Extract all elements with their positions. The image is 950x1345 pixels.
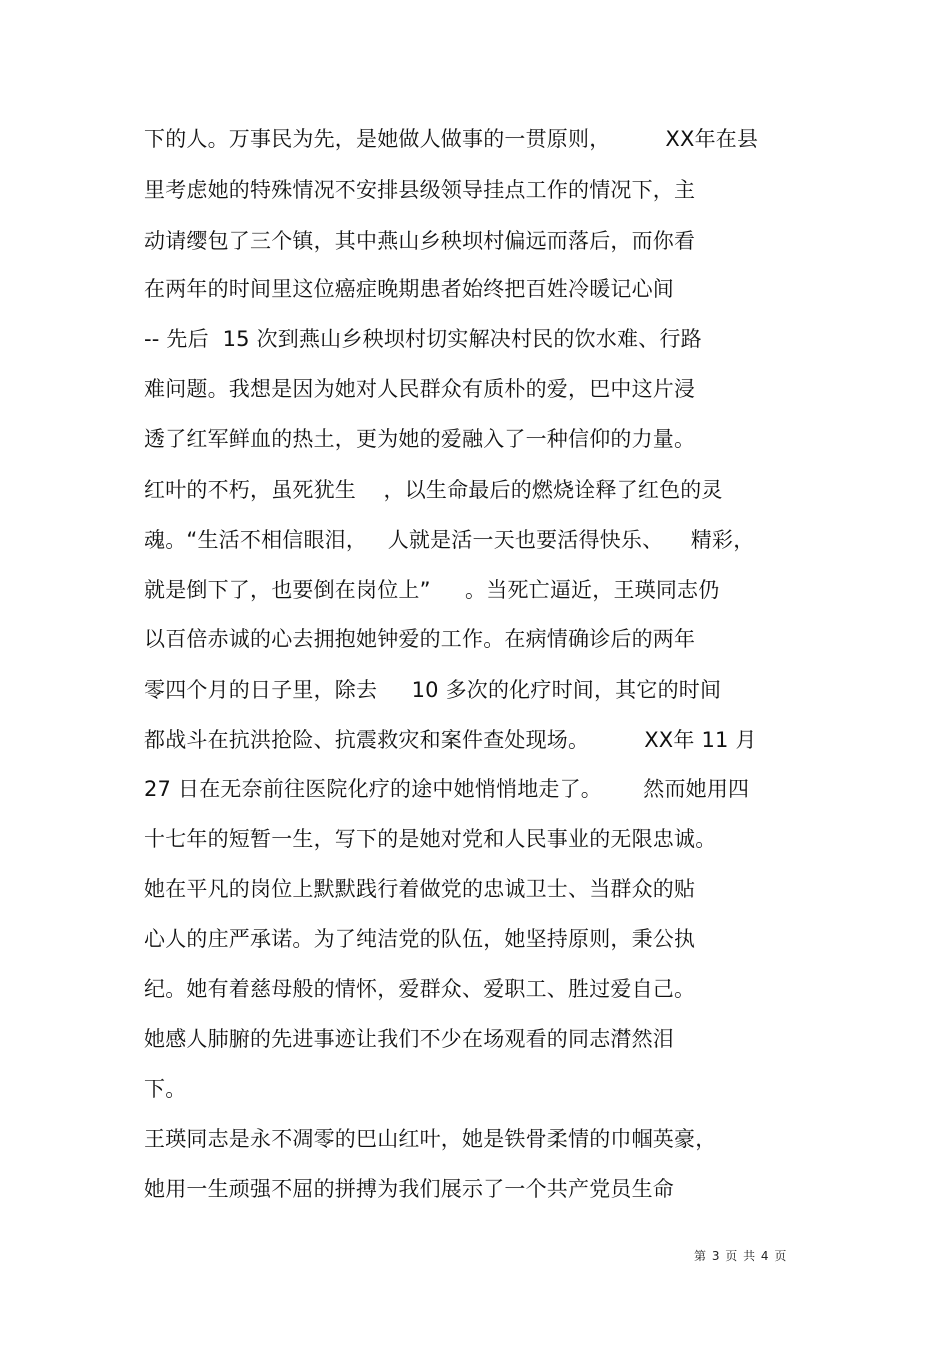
- body-text-line: 她用一生顽强不屈的拼搏为我们展示了一个共产党员生命: [144, 1177, 674, 1201]
- body-text-line: -- 先后 15 次到燕山乡秧坝村切实解决村民的饮水难、行路: [144, 327, 702, 351]
- body-text-line: 下。: [144, 1077, 187, 1101]
- body-text-line: 魂。“生活不相信眼泪， 人就是活一天也要活得快乐、 精彩，: [144, 528, 755, 552]
- body-text-line: 红叶的不朽，虽死犹生 ，以生命最后的燃烧诠释了红色的灵: [144, 478, 723, 502]
- body-text-line: 王瑛同志是永不凋零的巴山红叶，她是铁骨柔情的巾帼英豪，: [144, 1127, 717, 1151]
- body-text-line: 里考虑她的特殊情况不安排县级领导挂点工作的情况下，主: [144, 178, 696, 202]
- page-number-footer: 第 3 页 共 4 页: [694, 1249, 788, 1263]
- body-text-line: 都战斗在抗洪抢险、抗震救灾和案件查处现场。 XX年 11 月: [144, 728, 757, 752]
- body-text-line: 以百倍赤诚的心去拥抱她钟爱的工作。在病情确诊后的两年: [144, 627, 696, 651]
- body-text-line: 她感人肺腑的先进事迹让我们不少在场观看的同志潸然泪: [144, 1027, 674, 1051]
- body-text-line: 零四个月的日子里，除去 10 多次的化疗时间，其它的时间: [144, 678, 722, 702]
- body-text-line: 十七年的短暂一生，写下的是她对党和人民事业的无限忠诚。: [144, 827, 717, 851]
- body-text-line: 在两年的时间里这位癌症晚期患者始终把百姓冷暖记心间: [144, 277, 674, 301]
- body-text-line: 她在平凡的岗位上默默践行着做党的忠诚卫士、当群众的贴: [144, 877, 696, 901]
- body-text-line: 难问题。我想是因为她对人民群众有质朴的爱，巴中这片浸: [144, 377, 696, 401]
- body-text-line: 27 日在无奈前往医院化疗的途中她悄悄地走了。 然而她用四: [144, 777, 750, 801]
- body-text-line: 就是倒下了，也要倒在岗位上” 。当死亡逼近，王瑛同志仍: [144, 578, 720, 602]
- body-text-line: 纪。她有着慈母般的情怀，爱群众、爱职工、胜过爱自己。: [144, 977, 696, 1001]
- body-text-line: 下的人。万事民为先，是她做人做事的一贯原则， XX年在县: [144, 127, 759, 151]
- body-text-line: 动请缨包了三个镇，其中燕山乡秧坝村偏远而落后，而你看: [144, 229, 696, 253]
- body-text-line: 心人的庄严承诺。为了纯洁党的队伍，她坚持原则，秉公执: [144, 927, 696, 951]
- body-text-line: 透了红军鲜血的热土，更为她的爱融入了一种信仰的力量。: [144, 427, 696, 451]
